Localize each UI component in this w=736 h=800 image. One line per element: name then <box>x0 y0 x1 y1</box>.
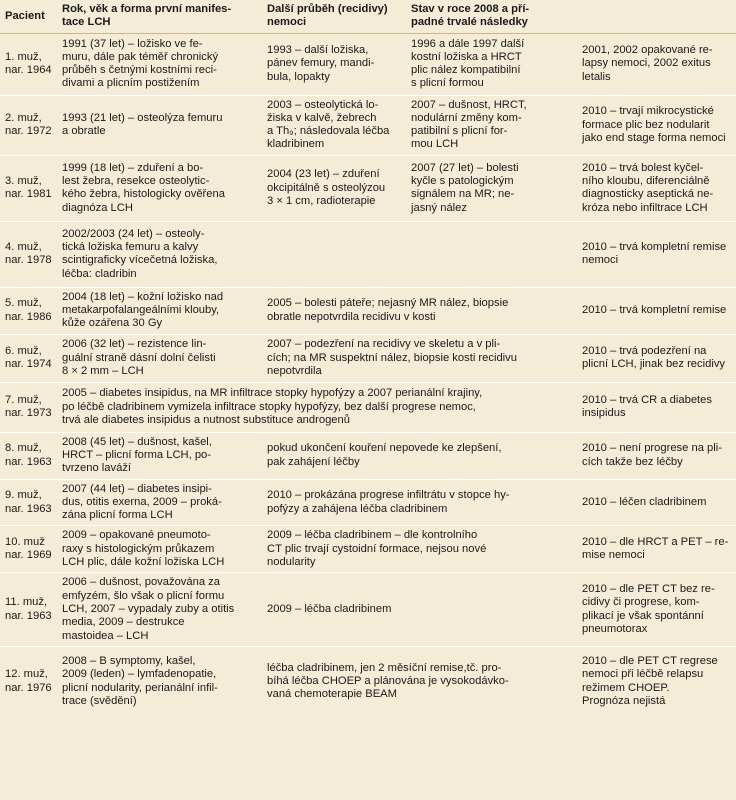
table-row <box>0 382 736 432</box>
patient-cell: 11. muž, nar. 1963 <box>0 573 57 646</box>
first-manifestation-cell: 2009 – opakované pneumoto- raxy s histologickým průkazem LCH plic, dále kožní ložiska LCH <box>57 526 262 573</box>
further-course-cell: 2005 – bolesti páteře; nejasný MR nález, biopsie obratle nepotvrdila recidivu v kosti <box>262 287 577 334</box>
outcome-cell: 2010 – dle PET CT regrese nemoci při léčbě relapsu režimem CHOEP. Prognóza nejistá <box>577 646 736 716</box>
patient-cell: 9. muž, nar. 1963 <box>0 479 57 526</box>
first-manifestation-cell: 1999 (18 let) – zduření a bo- lest žebra, resekce osteolytic- kého žebra, histologicky ověřena diagnóza LCH <box>57 155 262 221</box>
further-course-cell: 2004 (23 let) – zduření okcipitálně s osteolýzou 3 × 1 cm, radioterapie <box>262 155 406 221</box>
further-course-cell: 2009 – léčba cladribinem – dle kontrolního CT plic trvají cystoidní formace, nejsou nové nodularity <box>262 526 577 573</box>
patient-cell: 1. muž, nar. 1964 <box>5 50 52 77</box>
outcome-cell: 2010 – trvá kompletní remise nemoci <box>577 221 736 287</box>
table-row <box>0 432 736 479</box>
status-2008-cell: 2007 (27 let) – bolesti kyčle s patologickým signálem na MR; ne- jasný nález <box>406 155 577 221</box>
patient-cell: 8. muž, nar. 1963 <box>0 432 57 479</box>
further-course-cell: pokud ukončení kouření nepovede ke zlepšení, pak zahájení léčby <box>262 432 577 479</box>
patient-cell: 6. muž, nar. 1974 <box>0 334 57 382</box>
first-manifestation-cell: 2008 – B symptomy, kašel, 2009 (leden) – lymfadenopatie, plicní nodularity, perianální infil- trace (svědění) <box>57 646 262 716</box>
first-manifestation-cell: 2004 (18 let) – kožní ložisko nad metakarpofalangeálními klouby, kůže ozářena 30 Gy <box>57 287 262 334</box>
table-header-row <box>0 0 736 33</box>
table-row <box>0 479 736 526</box>
further-course-cell: 1993 – další ložiska, pánev femury, mandi- bula, lopakty <box>267 44 375 83</box>
header-status-2008: Stav v roce 2008 a pří- padné trvalé následky <box>406 0 577 33</box>
table-row <box>0 33 736 95</box>
patient-cell: 4. muž, nar. 1978 <box>0 221 57 287</box>
table-row <box>0 526 736 573</box>
further-course-cell: 2003 – osteolytická lo- žiska v kalvě, žebrech a Th₉; následovala léčba kladribinem <box>262 95 406 155</box>
patient-cell: 3. muž, nar. 1981 <box>0 155 57 221</box>
header-patient: Pacient <box>0 0 57 33</box>
first-manifestation-cell: 2008 (45 let) – dušnost, kašel, HRCT – plicní forma LCH, po- tvrzeno laváží <box>57 432 262 479</box>
status-2008-cell: 2007 – dušnost, HRCT, nodulární změny kom- patibilní s plicní for- mou LCH <box>406 95 577 155</box>
table-row <box>0 287 736 334</box>
outcome-cell: 2010 – trvá kompletní remise <box>577 287 736 334</box>
further-course-cell <box>262 221 406 287</box>
header-further-course: Další průběh (recidivy) nemoci <box>262 0 406 33</box>
table-body <box>0 33 736 716</box>
table-row <box>0 573 736 646</box>
outcome-cell: 2010 – není progrese na pli- cích takže bez léčby <box>577 432 736 479</box>
patient-cell: 7. muž, nar. 1973 <box>0 382 57 432</box>
further-course-cell: 2009 – léčba cladribinem <box>262 573 577 646</box>
first-manifestation-cell: 1993 (21 let) – osteolýza femuru a obratle <box>57 95 262 155</box>
further-course-cell: 2010 – prokázána progrese infiltrátu v stopce hy- pofýzy a zahájena léčba cladribinem <box>262 479 577 526</box>
first-manifestation-cell: 2002/2003 (24 let) – osteoly- tická ložiska femuru a kalvy scintigraficky vícečetná ložiska, léčba: cladribin <box>57 221 262 287</box>
patient-cell: 12. muž, nar. 1976 <box>0 646 57 716</box>
table-row <box>0 221 736 287</box>
outcome-cell: 2010 – trvá bolest kyčel- ního kloubu, diferenciálně diagnosticky aseptická ne- króza nebo infiltrace LCH <box>577 155 736 221</box>
table-row <box>0 334 736 382</box>
outcome-cell: 2010 – trvají mikrocystické formace plic bez nodularit jako end stage forma nemoci <box>577 95 736 155</box>
header-first-manifestation: Rok, věk a forma první manifes- tace LCH <box>57 0 262 33</box>
outcome-cell: 2001, 2002 opakované re- lapsy nemoci, 2002 exitus letalis <box>582 44 713 83</box>
table-row <box>0 646 736 716</box>
first-manifestation-cell: 2005 – diabetes insipidus, na MR infiltrace stopky hypofýzy a 2007 perianální krajiny, po léčbě cladribinem vymizela infiltrace stopky hypofýzy, bez další progrese nemoc, trvá ale diabetes insipidus a nutnost substituce androgenů <box>57 382 577 432</box>
outcome-cell: 2010 – léčen cladribinem <box>577 479 736 526</box>
patient-cell: 10. muž nar. 1969 <box>0 526 57 573</box>
first-manifestation-cell: 2006 – dušnost, považována za emfyzém, šlo však o plicní formu LCH, 2007 – vypadaly zuby a otitis media, 2009 – destrukce mastoidea – LCH <box>57 573 262 646</box>
first-manifestation-cell: 2007 (44 let) – diabetes insipi- dus, otitis exerna, 2009 – proká- zána plicní forma LCH <box>57 479 262 526</box>
outcome-cell: 2010 – trvá CR a diabetes insipidus <box>577 382 736 432</box>
status-2008-cell <box>406 221 577 287</box>
header-outcome <box>577 0 736 33</box>
table-row <box>0 95 736 155</box>
table-row <box>0 155 736 221</box>
patient-cell: 2. muž, nar. 1972 <box>0 95 57 155</box>
patient-cell: 5. muž, nar. 1986 <box>0 287 57 334</box>
further-course-cell: léčba cladribinem, jen 2 měsíční remise,tč. pro- bíhá léčba CHOEP a plánována je vysokodávko- vaná chemoterapie BEAM <box>262 646 577 716</box>
outcome-cell: 2010 – trvá podezření na plicní LCH, jinak bez recidivy <box>577 334 736 382</box>
further-course-cell: 2007 – podezření na recidivy ve skeletu a v pli- cích; na MR suspektní nález, biopsie kosti recidivu nepotvrdila <box>262 334 577 382</box>
outcome-cell: 2010 – dle PET CT bez re- cidivy či progrese, kom- plikací je však spontánní pneumotorax <box>577 573 736 646</box>
status-2008-cell: 1996 a dále 1997 další kostní ložiska a HRCT plic nález kompatibilní s plicní formou <box>411 37 525 90</box>
first-manifestation-cell: 2006 (32 let) – rezistence lin- guální straně dásní dolní čelisti 8 × 2 mm – LCH <box>57 334 262 382</box>
first-manifestation-cell: 1991 (37 let) – ložisko ve fe- muru, dále pak téměř chronický průběh s četnými kostními reci- divami a plicním postižením <box>62 37 219 90</box>
outcome-cell: 2010 – dle HRCT a PET – re- mise nemoci <box>577 526 736 573</box>
